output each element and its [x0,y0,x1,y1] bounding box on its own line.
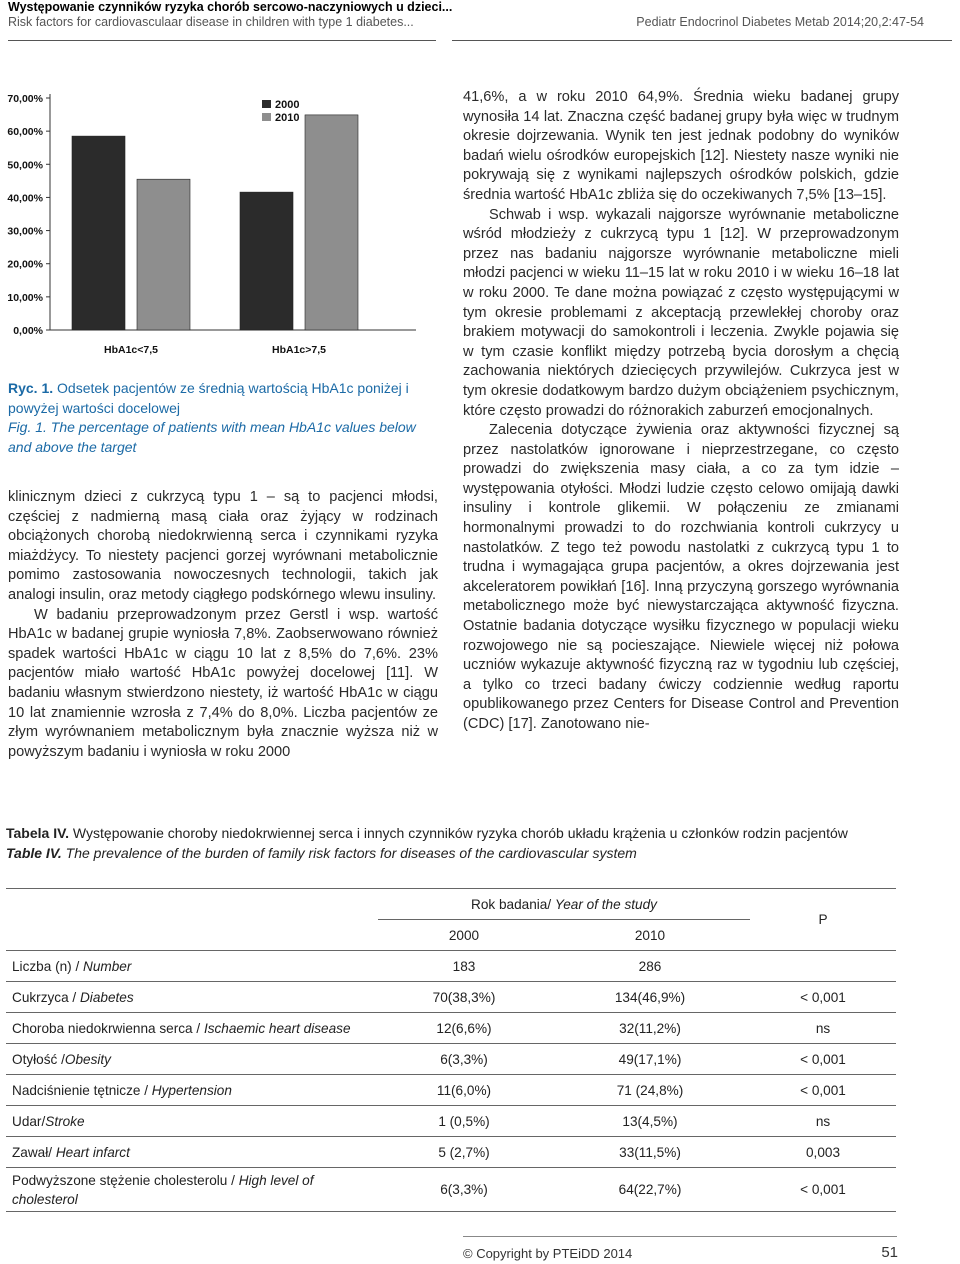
y-tick-label: 20,00% [7,258,43,271]
row-label: Udar/Stroke [6,1106,378,1137]
row-value-2010: 64(22,7%) [550,1168,750,1212]
right-paragraph-1: 41,6%, a w roku 2010 64,9%. Średnia wieku badanej grupy wynosiła 14 lat. Znaczna część badanej grupy była więc w trudnym okresie dojrzewania. Wynik ten jest jednak podobny do wyników badań wielu ośrodków europejskich [12]. Niestety nasze wyniki nie pokrywają się z wynikami najlepszych ośrodków polskich, gdzie średnia wartość HbA1c zbliża się do oczekiwanych 7,5% [13–15]. [463,89,899,203]
figure-caption [8,379,438,457]
row-p-value: 0,003 [750,1137,896,1168]
copyright: © Copyright by PTEiDD 2014 [463,1246,633,1261]
row-value-2000: 12(6,6%) [378,1013,550,1044]
table-label-pl: Tabela IV. [6,825,70,841]
row-p-value: < 0,001 [750,1044,896,1075]
row-label: Zawał/ Heart infarct [6,1137,378,1168]
caption-en [8,418,438,457]
bar-2010-1 [137,179,190,330]
row-label: Otyłość /Obesity [6,1044,378,1075]
table-row [6,951,896,982]
header-divider-right [452,40,952,41]
row-value-2010: 49(17,1%) [550,1044,750,1075]
row-p-value: < 0,001 [750,982,896,1013]
row-value-2000: 11(6,0%) [378,1075,550,1106]
table-caption-pl [6,824,946,844]
left-paragraph-1: klinicznym dzieci z cukrzycą typu 1 – są to pacjenci młodsi, częściej z nadmierną masą ciała oraz żyjący w rodzinach obciążonych chorobą niedokrwienną serca i czynnikami ryzyka miażdżycy. To niestety pacjenci gorzej wyrównani metabolicznie pomimo zastosowania nowoczesnych technologii, takich jak analogi insulin, oraz metody ciągłego podskórnego wlewu insuliny. [8,489,438,603]
row-label: Liczba (n) / Number [6,951,378,982]
table-title-en: The prevalence of the burden of family risk factors for diseases of the cardiovascular system [61,844,637,861]
y-tick-label: 50,00% [7,159,43,172]
running-header [8,0,452,30]
caption-pl-text: Odsetek pacjentów ze średnią wartością HbA1c poniżej i powyżej wartości docelowej [8,380,409,416]
row-p-value: < 0,001 [750,1075,896,1106]
row-value-2000: 6(3,3%) [378,1044,550,1075]
header-study-year: Rok badania/ Year of the study [378,889,750,920]
caption-en-text: The percentage of patients with mean HbA1c values below and above the target [8,419,416,455]
right-paragraph-2: Schwab i wsp. wykazali najgorsze wyrównanie metaboliczne wśród młodzieży z cukrzycą typu 1 [12]. W przeprowadzonym przez nas badaniu najgorsze wyrównanie metaboliczne mieli młodzi pacjenci w wieku 11–15 lat w roku 2010 i w wieku 16–18 lat w roku 2000. Te dane można powiązać z często występującymi w tym okresie problemami z akceptacją przewlekłej choroby oraz brakiem motywacji do samokontroli i leczenia. Zwykle pojawia się w tym czasie konflikt między potrzebą bycia dorosłym a chęcią zachowania niektórych dziecięcych przywilejów. Cukrzyca jest w tym okresie dodatkowym bardzo dużym obciążeniem psychicznym, które często prowadzi do różnorakich zaburzeń emocjonalnych. [463,206,899,419]
row-value-2000: 5 (2,7%) [378,1137,550,1168]
row-label: Nadciśnienie tętnicze / Hypertension [6,1075,378,1106]
x-category-label: HbA1c>7,5 [272,344,326,356]
running-title-pl: Występowanie czynników ryzyka chorób sercowo-naczyniowych u dzieci... [8,0,453,14]
y-tick-label: 60,00% [7,126,43,139]
y-tick-label: 30,00% [7,225,43,238]
row-value-2010: 134(46,9%) [550,982,750,1013]
table-row [6,1075,896,1106]
table-row [6,982,896,1013]
hba1c-bar-chart [6,86,446,366]
row-value-2000: 183 [378,951,550,982]
row-p-value: < 0,001 [750,1168,896,1212]
right-paragraph-3: Zalecenia dotyczące żywienia oraz aktywności fizycznej są przez nastolatków ignorowane i nieprzestrzegane, co często prowadzi do zwiększenia masy ciała, a co za tym idzie – występowania otyłości. Młodzi ludzie często celowo omijają dawki insuliny i kontrole glikemii. W połączeniu ze zmianami hormonalnymi prowadzi to do rozchwiania kontroli cukrzycy u nastolatków. Z tego też powodu nastolatki z cukrzycą typu 1 to trudna i wymagająca grupa pacjentów, a okres dojrzewania jest akceleratorem powikłań [16]. Inną przyczyną gorszego wyrównania metabolicznego może być niewystarczająca aktywność fizyczna. Ostatnie badania dotyczące wysiłku fizycznego w populacji wieku rozwojowego nie są pocieszające. Niewiele więcej niż połowa uczniów wykazuje aktywność fizyczną raz w tygodniu lub częściej, a tylko co trzeci badany ćwiczy codziennie według raportu opublikowanego przez Centers for Disease Control and Prevention (CDC) [17]. Zanotowano nie- [463,422,899,732]
table-caption-en [6,844,946,864]
table-header-row [6,889,896,920]
left-paragraph-2: W badaniu przeprowadzonym przez Gerstl i wsp. wartość HbA1c w badanej grupie wyniosła 7,8%. Zaobserwowano również spadek wartości HbA1c w ciągu 10 lat z 8,5% do 7,6%. 23% pacjentów miało wartość HbA1c powyżej docelowej [11]. W badaniu własnym stwierdzono niestety, iż wartość HbA1c w ciągu 10 lat znamiennie wzrosła z 7,4% do 8,0%. Liczba pacjentów ze złym wyrównaniem metabolicznym była znacznie wyższa niż w powyższym badaniu i wyniosła w roku 2000 [8,606,438,760]
row-value-2010: 286 [550,951,750,982]
right-column-body [463,88,899,735]
row-value-2000: 6(3,3%) [378,1168,550,1212]
row-p-value: ns [750,1106,896,1137]
legend-label-2000: 2000 [275,99,300,111]
y-tick-label: 70,00% [7,93,43,105]
table-row [6,1044,896,1075]
footer-divider [463,1236,897,1237]
row-value-2010: 71 (24,8%) [550,1075,750,1106]
row-value-2010: 13(4,5%) [550,1106,750,1137]
table-caption [6,824,946,863]
caption-pl [8,379,438,418]
row-label: Cukrzyca / Diabetes [6,982,378,1013]
left-column-body [8,488,438,762]
row-value-2000: 1 (0,5%) [378,1106,550,1137]
row-value-2000: 70(38,3%) [378,982,550,1013]
y-tick-label: 40,00% [7,192,43,205]
header-p: P [750,889,896,951]
running-title-en: Risk factors for cardiovasculaar disease in children with type 1 diabetes... [8,15,414,29]
header-2010: 2010 [550,920,750,951]
table-label-en: Table IV. [6,844,62,861]
y-tick-label: 0,00% [13,325,43,337]
legend-swatch-2010 [262,113,271,121]
table-row [6,1106,896,1137]
x-category-label: HbA1c<7,5 [104,344,158,356]
header-2000: 2000 [378,920,550,951]
row-value-2010: 33(11,5%) [550,1137,750,1168]
row-label: Choroba niedokrwienna serca / Ischaemic heart disease [6,1013,378,1044]
table-row [6,1168,896,1212]
y-tick-label: 10,00% [7,291,43,304]
row-label: Podwyższone stężenie cholesterolu / High level of cholesterol [6,1168,378,1212]
bar-2010-2 [305,115,358,330]
page-number: 51 [881,1244,898,1261]
table-title-pl: Występowanie choroby niedokrwiennej serca i innych czynników ryzyka chorób układu krążenia u członków rodzin pacjentów [69,825,848,841]
header-divider-left [8,40,436,41]
table-row [6,1013,896,1044]
legend-swatch-2000 [262,100,271,108]
bar-2000-1 [72,136,125,330]
row-value-2010: 32(11,2%) [550,1013,750,1044]
row-p-value: ns [750,1013,896,1044]
legend-label-2010: 2010 [275,112,300,124]
caption-pl-label: Ryc. 1. [8,380,54,396]
bar-2000-2 [240,192,293,330]
journal-citation: Pediatr Endocrinol Diabetes Metab 2014;20,2:47-54 [636,15,924,29]
caption-en-label: Fig. 1. [8,419,47,435]
risk-factor-table [6,888,896,1212]
table-row [6,1137,896,1168]
row-p-value [750,951,896,982]
